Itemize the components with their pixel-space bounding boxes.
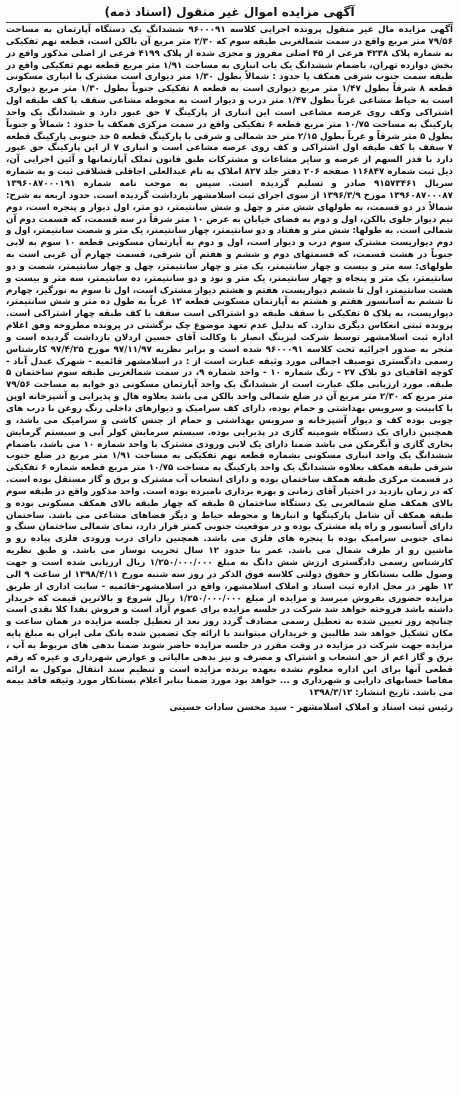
notice-signature: رئیس ثبت اسناد و املاک اسلامشهر - سید محسن سادات حسینی: [169, 703, 453, 714]
notice-title: آگهی مزایده اموال غیر منقول (اسناد ذمه): [6, 4, 453, 23]
notice-body: آگهی مزایده مال غیر منقول پرونده اجرایی کلاسه ۹۶۰۰۰۹۱ ششدانگ یک دستگاه آپارتمان به مساحت ۷۹/۵۶ متر مربع واقع در سمت شمالغربی طبقه سوم که ۲/۳۰ متر مربع آن بالکن است، قطعه نهم تفکیکی به شماره پلاک ۴۲۳۸ فرعی از ۴۵ اصلی مفروز و مجزی شده از پلاک ۴۱۹۹ فرعی از اصلی مذکور واقع در بخش دوازده تهران، باضمام ششدانگ یک باب انباری به مساحت ۱/۹۱ متر مربع قطعه نهم تفکیکی واقع در طبقه سمت جنوب شرقی همکف با حدود : شمالاً بطول ۱/۳۰ متر دیواری است مشترک با انباری مسکونی قطعه ۸ شرقاً بطول ۱/۴۷ متر مربع دیواری است به قطعه ۸ تفکیکی جنوباً بطول ۱/۳۰ متر مربع دیواری است به حیاط مشاعی غرباً بطول ۱/۴۷ متر درب و دیوار است به محوطه مشاعی سقف با کف طبقه اول اشتراکی وکف روی عرصه مشاعی است این انباری از پارکینگ ۷ حق عبور دارد و ششدانگ یک واحد پارکینگ به مساحت ۱۰/۷۵ متر مربع قطعه ۶ تفکیکی واقع در سمت مرکزی همکف با حدود : شمالاً و جنوباً بطول ۵ متر شرقاً و غرباً بطول ۲/۱۵ متر حد شمالی و شرقی با پارکینگ قطعه ۵ حد جنوبی پارکینگ قطعه ۷ سقف با کف طبقه اول اشتراکی و کف روی عرصه مشاعی است و انباری ۷ از این پارکینگ حق عبور دارد با قدر السهم از عرصه و سایر مشاعات و مشترکات طبق قانون تملک آپارتمانها و آئین اجرایی آن، ذیل ثبت شماره ۱۱۶۸۴۷ صفحه ۲۰۶ دفتر جلد ۸۲۷ املاک به نام عبدالعلی اجاقلی قشلاقی ثبت و به شماره سریال ۹۱۵۷۳۴۶۱ صادر و تسلیم گردیده است. سپس به موجب نامه شماره ۱۳۹۶۰۸۷۰۰۰۱۹۱ ۱۳۹۶۰۸۷۰۰۰۸۷ مورخ ۱۳۹۶/۳/۹ از سوی اجرای ثبت اسلامشهر بازداشت گردیده است. حدود اربعه به شرح: شمالاً در دو قسمت، به طولهای شش متر و چهل و شش سانتیمتر، دو متر، اول دیوار و پنجره است، دوم نیم دیوار جلوی بالکن، اول و دوم به فضای خیابان به عرض ۱۰ متر شرقاً در سه قسمت، که قسمت دوم آن شمالی است. به طولها: شش متر و هفتاد و دو سانتیمتر، چهار سانتیمتر، یک متر و شصت سانتیمتر، اول و دوم دیواریست مشترک سوم درب و دیوار است، اول و دوم به آپارتمان مسکونی قطعه ۱۰ سوم به لابی جنوباً در هشت قسمت، که قسمتهای دوم و ششم و هفتم آن شرقی، قسمت چهارم آن غربی است به طولهای: سه متر و بیست و چهار سانتیمتر، یک متر و چهار سانتیمتر، چهل و چهار سانتیمتر، شصت و دو سانتیمتر، یک متر و پنجاه و چهار سانتیمتر، یک متر و نود و دو سانتیمتر، ده سانتیمتر، سه متر و بیست و هشت سانتیمتر، اول تا ششم دیواریست، هفتم و هشتم دیوار مشترک است، اول تا سوم به نورگیر، چهارم تا ششم به آسانسور هفتم و هشتم به آپارتمان مسکونی قطعه ۱۲ غرباً به طول ده متر و شش سانتیمتر، دیواریست، به پلاک ۵ تفکیکی با سقف طبقه دو اشتراکی است سقف با کف طبقه چهار اشتراکی است. پرونده ثبتی انعکاس دیگری ندارد. که بدلیل عدم تعهد موضوع چک برگشتی در پرونده مطروحه وفق اعلام اداره ثبت اسلامشهر توسط شرکت لیزینگ انصار با وکالت آقای حسین اردلان بازداشت گردیده است و متجر به صدور اجرائیه تحت کلاسه ۹۶۰۰۰۹۱ شده است و برابر نظریه ۹۷/۱۱/۹۷ مورخ ۹۷/۴/۲۵ کارشناس رسمی دادگستری توصیف اجمالی مورد وثیقه عبارت است از : در اسلامشهر قائمیه - شهرک عبدل آباد - کوچه اقاقیای دو بلاک ۲۷ - زنگ شماره ۱۰ - واحد شماره ۹، در سمت شمالغربی طبقه سوم ساختمان ۵ طبقه. مورد ارزیابی ملک عبارت است از ششدانگ یک واحد آپارتمان مسکونی دو خوابه به مساحت ۷۹/۵۶ متر مربع که ۲/۳۰ متر مربع آن در ضلع شمالی واحد بالکن می باشد بعلاوه هال و پذیرایی و آشپزخانه اوپن با کابینت و سرویس بهداشتی و حمام بوده، دارای کف سرامیک و دیوارهای داخلی رنگ روغن با درب های چوبی بوده کف و دیوار آشپزخانه و سرویس بهداشتی و حمام از جنس کاشی و سرامیک می باشد، و همچنین دارای یک دستگاه شومینه گازی در پذیرایی بوده. سیستم سرمایش کولر آبی و سیستم گرمایش بخاری گازی و آبگرمکن می باشد ضمنا دارای یک لابی ورودی مشترک با واحد شماره ۱۰ می باشد، باضمام ششدانگ یک واحد انباری مسکونی بشماره قطعه نهم تفکیکی به مساحت ۱/۹۱ متر مربع در ضلع جنوب شرقی طبقه همکف بعلاوه ششدانگ یک واحد پارکینگ به مساحت ۱۰/۷۵ متر مربع قطعه شماره ۶ تفکیکی در قسمت مرکزی طبقه همکف ساختمان بوده و دارای انشعاب آب مشترک و برق و گاز مستقل بوده است. که در زمان بازدید در اختیار آقای زمانی و بهره برداری نامبرده بوده است. واحد مذکور واقع در طبقه سوم بالای همکف ضلع شمالغربی یک دستگاه ساختمان ۵ طبقه که چهار طبقه بالای همکف مسکونی بوده و طبقه همکف آن شامل پارکینگها و انبارها و محوطه حیاط و دیگر فضاهای مشاعی می باشد. ساختمان دارای آسانسور و راه پله مشترک بوده و در موقعیت جنوبی کمتر قرار دارد، نمای شمالی ساختمان سنگ و نمای جنوبی سرامیک بوده با پنجره های فلزی می باشد. همچنین دارای درب ورودی فلزی پیاده رو و ماشین رو از طرف شمال می باشد. عمر بنا حدود ۱۲ سال تخریب نوساز می باشد. و طبق نظریه کارشناس رسمی دادگستری ارزش شش دانگ به مبلغ ۱/۲۵۰/۰۰۰/۰۰۰ ریال ارزیابی شده است و جهت وصول طلب بستانکار و حقوق دولتی کلاسه فوق الذکر در روز سه شنبه مورخ ۱۳۹۸/۴/۱۱ از ساعت ۹ الی ۱۲ ظهر در محل اداره ثبت اسناد و املاک اسلامشهر، واقع در اسلامشهر-قائمیه - سایت اداری از طریق مزایده حضوری بفروش میرسد و مزایده از مبلغ ۱/۲۵۰/۰۰۰/۰۰۰ ریال شروع و بالاترین قیمت که خریدار داشته باشد فروخته خواهد شد شرکت در جلسه مزایده برای عموم آزاد است و فروش نقدا کلا نقدی است چنانچه روز تعیین شده به تعطیل رسمی مصادف گردد روز بعد از تعطیل جلسه مزایده در همان ساعت و مکان تشکیل خواهد شد طالبین و خریداران میتوانند با ارائه چک تضمین شده بانک ملی ایران به مبلغ پایه مزایده جهت شرکت در مزایده در وقت مقرر در جلسه مزایده حاضر شوند ضمنا بدهی های مربوط به آب ، برق و گاز اعم از حق انشعاب و اشتراک و مصرف و نیز بدهی مالیاتی و عوارض شهرداری و غیره که رقم قطعی آنها برای این اداره معلوم نشده بعهده برنده مزایده است و تنظیم سند انتقال موکول به ارائه مفاصا حسابهای دارایی و شهرداری و ... خواهد بود مورد ضمنا بنابر اعلام بستانکار مورد وثیقه فاقد بیمه می باشد. تاریخ انتشار: ۱۳۹۸/۳/۱۲: [6, 25, 454, 699]
